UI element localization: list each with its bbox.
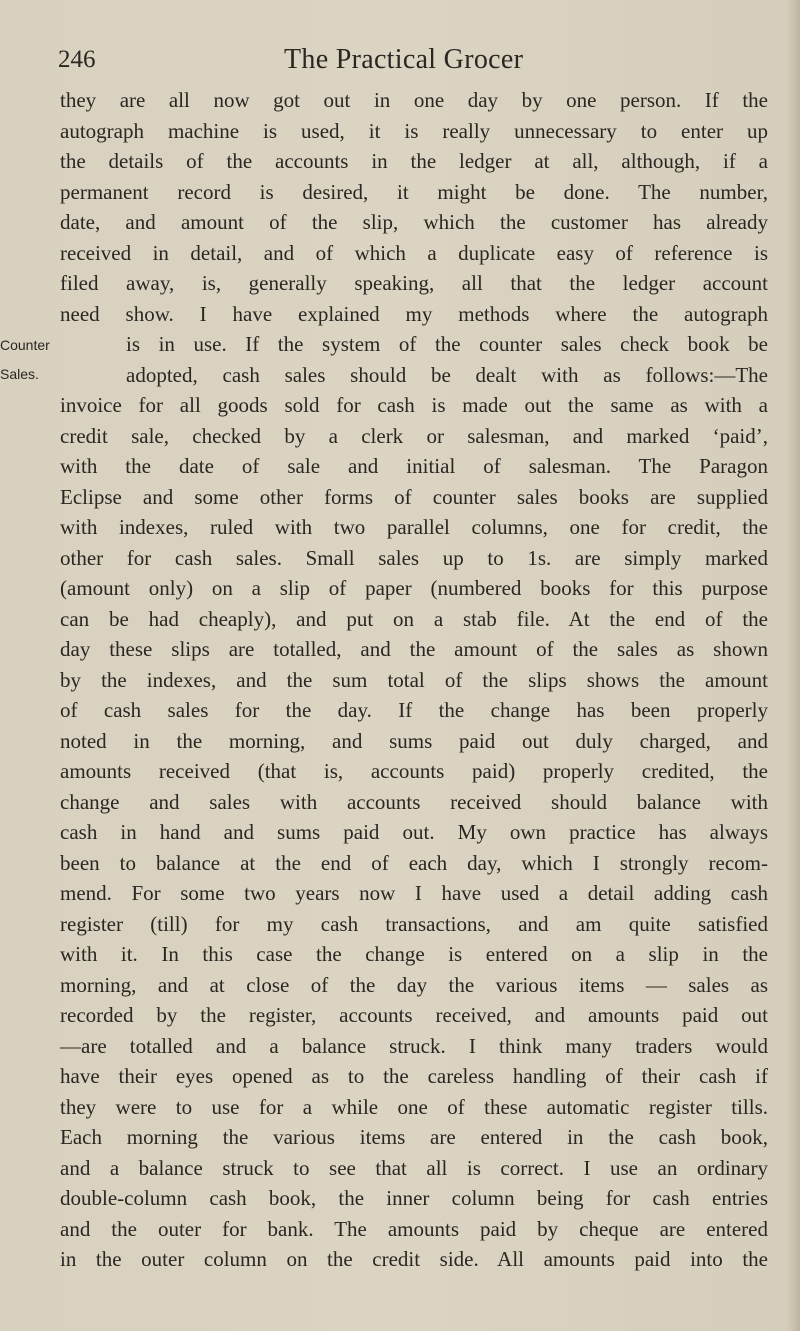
- text-line: the details of the accounts in the ledger at all, although, if a: [60, 149, 768, 173]
- text-line: register (till) for my cash transactions, and am quite satisfied: [60, 911, 768, 936]
- text-line: of cash sales for the day. If the change has been properly: [60, 698, 768, 722]
- body-text: [0, 85, 768, 1275]
- text-line: invoice for all goods sold for cash is made out the same as with a: [60, 393, 768, 417]
- text-line: and the outer for bank. The amounts paid by cheque are entered: [60, 1216, 768, 1241]
- text-line: date, and amount of the slip, which the customer has already: [60, 210, 768, 234]
- text-line: received in detail, and of which a duplicate easy of reference is: [60, 240, 768, 265]
- text-line: is in use. If the system of the counter sales check book be: [126, 332, 768, 356]
- text-line: by the indexes, and the sum total of the slips shows the amount: [60, 667, 768, 692]
- text-line: (amount only) on a slip of paper (numbered books for this purpose: [60, 576, 768, 600]
- text-line: permanent record is desired, it might be done. The number,: [60, 179, 768, 204]
- text-line: with it. In this case the change is entered on a slip in the: [60, 942, 768, 966]
- text-line: they were to use for a while one of these automatic register tills.: [60, 1094, 768, 1119]
- text-line: have their eyes opened as to the careless handling of their cash if: [60, 1064, 768, 1088]
- text-line: amounts received (that is, accounts paid) properly credited, the: [60, 759, 768, 783]
- text-line-with-note: [0, 360, 768, 391]
- text-line-with-note: [0, 329, 768, 360]
- text-line: double-column cash book, the inner column being for cash entries: [60, 1186, 768, 1210]
- text-line: —are totalled and a balance struck. I think many traders would: [60, 1033, 768, 1058]
- text-line: change and sales with accounts received should balance with: [60, 789, 768, 814]
- text-line: need show. I have explained my methods where the autograph: [60, 301, 768, 326]
- text-line: other for cash sales. Small sales up to 1s. are simply marked: [60, 545, 768, 570]
- text-line: noted in the morning, and sums paid out duly charged, and: [60, 728, 768, 753]
- text-line: credit sale, checked by a clerk or salesman, and marked ‘paid’,: [60, 423, 768, 448]
- text-line: autograph machine is used, it is really unnecessary to enter up: [60, 118, 768, 143]
- text-line: Each morning the various items are entered in the cash book,: [60, 1125, 768, 1149]
- text-line: with the date of sale and initial of salesman. The Paragon: [60, 454, 768, 478]
- text-line: filed away, is, generally speaking, all that the ledger account: [60, 271, 768, 295]
- margin-note-sales: Sales.: [0, 365, 39, 382]
- running-head: [58, 44, 768, 80]
- text-line: they are all now got out in one day by one person. If the: [60, 88, 768, 112]
- running-title: The Practical Grocer: [284, 44, 524, 75]
- text-line: day these slips are totalled, and the amount of the sales as shown: [60, 637, 768, 661]
- margin-note-counter: Counter: [0, 337, 50, 353]
- text-line: morning, and at close of the day the various items — sales as: [60, 972, 768, 997]
- text-line: adopted, cash sales should be dealt with as follows:—The: [126, 362, 768, 387]
- page-number: 246: [58, 46, 96, 73]
- page-edge-shadow: [786, 0, 800, 1331]
- text-line: in the outer column on the credit side. All amounts paid into the: [60, 1247, 768, 1271]
- text-line: cash in hand and sums paid out. My own practice has always: [60, 820, 768, 844]
- text-line: Eclipse and some other forms of counter sales books are supplied: [60, 484, 768, 509]
- text-line: mend. For some two years now I have used a detail adding cash: [60, 881, 768, 905]
- text-line: been to balance at the end of each day, which I strongly recom-: [60, 850, 768, 875]
- text-line: can be had cheaply), and put on a stab file. At the end of the: [60, 606, 768, 631]
- text-line: with indexes, ruled with two parallel columns, one for credit, the: [60, 515, 768, 539]
- text-line: and a balance struck to see that all is correct. I use an ordinary: [60, 1155, 768, 1180]
- text-line: recorded by the register, accounts received, and amounts paid out: [60, 1003, 768, 1027]
